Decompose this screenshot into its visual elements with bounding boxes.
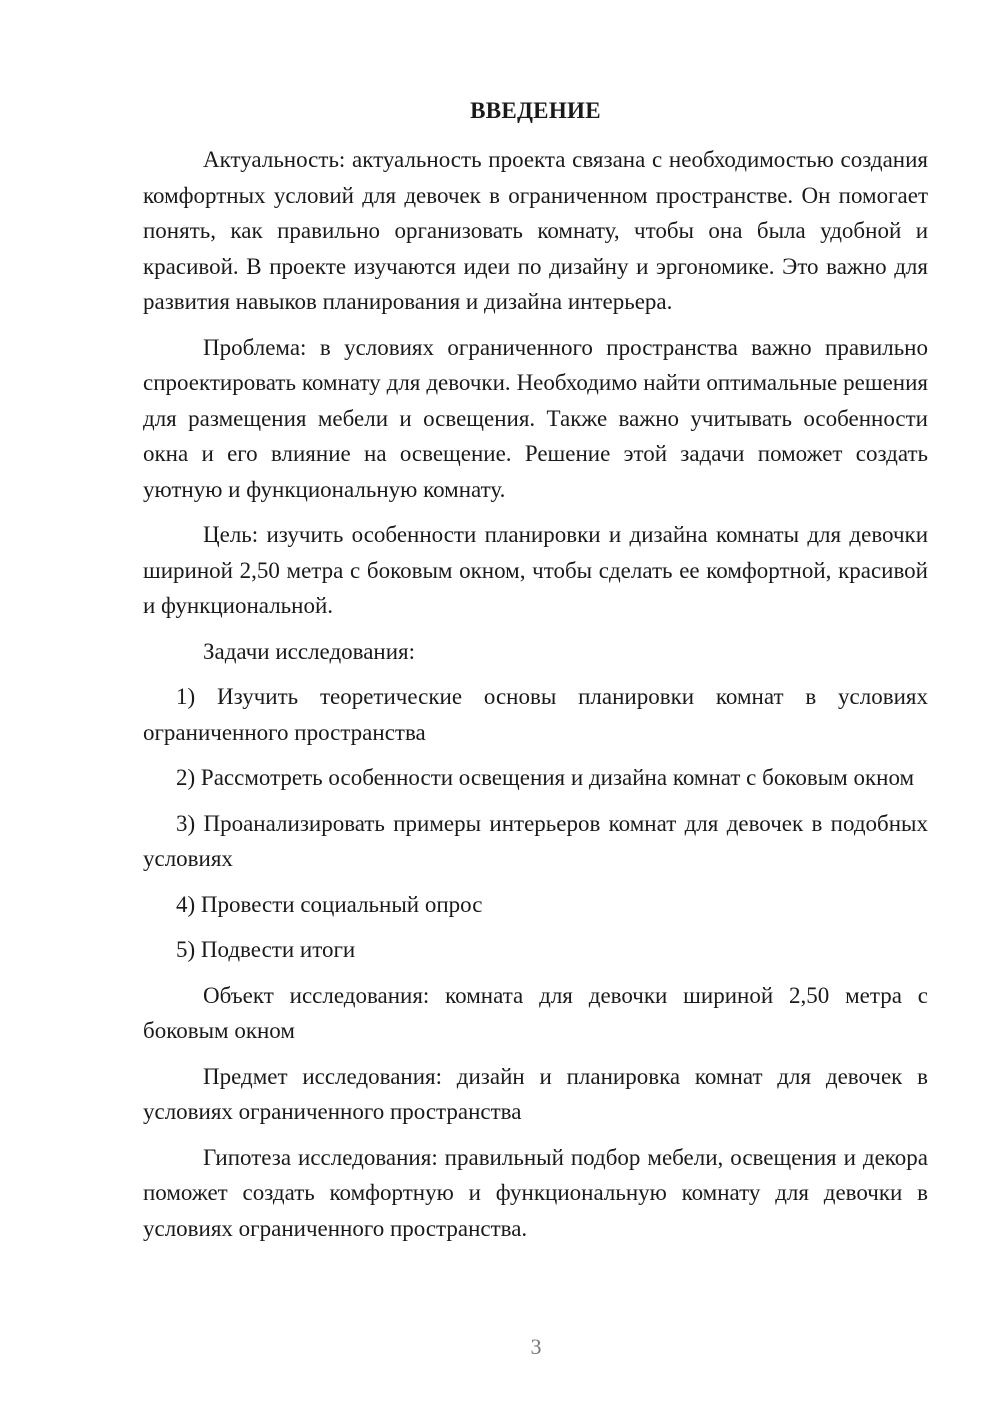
problem-paragraph: Проблема: в условиях ограниченного пространства важно правильно спроектировать комнату для девочки. Необходимо найти оптимальные решения для размещения мебели и освещения. Также важно учитывать особенности окна и его влияние на освещение. Решение этой задачи поможет создать уютную и функциональную комнату. xyxy=(143,334,928,502)
relevance-paragraph: Актуальность: актуальность проекта связана с необходимостью создания комфортных условий для девочек в ограниченном пространстве. Он помогает понять, как правильно организовать комнату, чтобы она была удобной и красивой. В проекте изучаются идеи по дизайну и эргономике. Это важно для развития навыков планирования и дизайна интерьера. xyxy=(143,147,928,314)
page-number: 3 xyxy=(530,1334,542,1359)
document-body xyxy=(143,142,928,1256)
goal-paragraph: Цель: изучить особенности планировки и дизайна комнаты для девочки шириной 2,50 метра с боковым окном, чтобы сделать ее комфортной, красивой и функциональной. xyxy=(143,522,928,618)
page-title: ВВЕДЕНИЕ xyxy=(470,98,601,123)
task-item: 3) Проанализировать примеры интерьеров комнат для девочек в подобных условиях xyxy=(143,810,928,871)
task-item: 1) Изучить теоретические основы планировки комнат в условиях ограниченного пространства xyxy=(143,684,928,745)
task-item: 5) Подвести итоги xyxy=(176,937,356,962)
tasks-heading: Задачи исследования: xyxy=(203,638,416,664)
object-paragraph: Объект исследования: комната для девочки шириной 2,50 метра с боковым окном xyxy=(143,982,928,1043)
task-item: 2) Рассмотреть особенности освещения и дизайна комнат с боковым окном xyxy=(176,765,915,790)
task-item: 4) Провести социальный опрос xyxy=(176,891,483,917)
hypothesis-paragraph: Гипотеза исследования: правильный подбор мебели, освещения и декора поможет создать комфортную и функциональную комнату для девочки в условиях ограниченного пространства. xyxy=(143,1144,928,1241)
subject-paragraph: Предмет исследования: дизайн и планировка комнат для девочек в условиях ограниченного пространства xyxy=(143,1063,928,1124)
